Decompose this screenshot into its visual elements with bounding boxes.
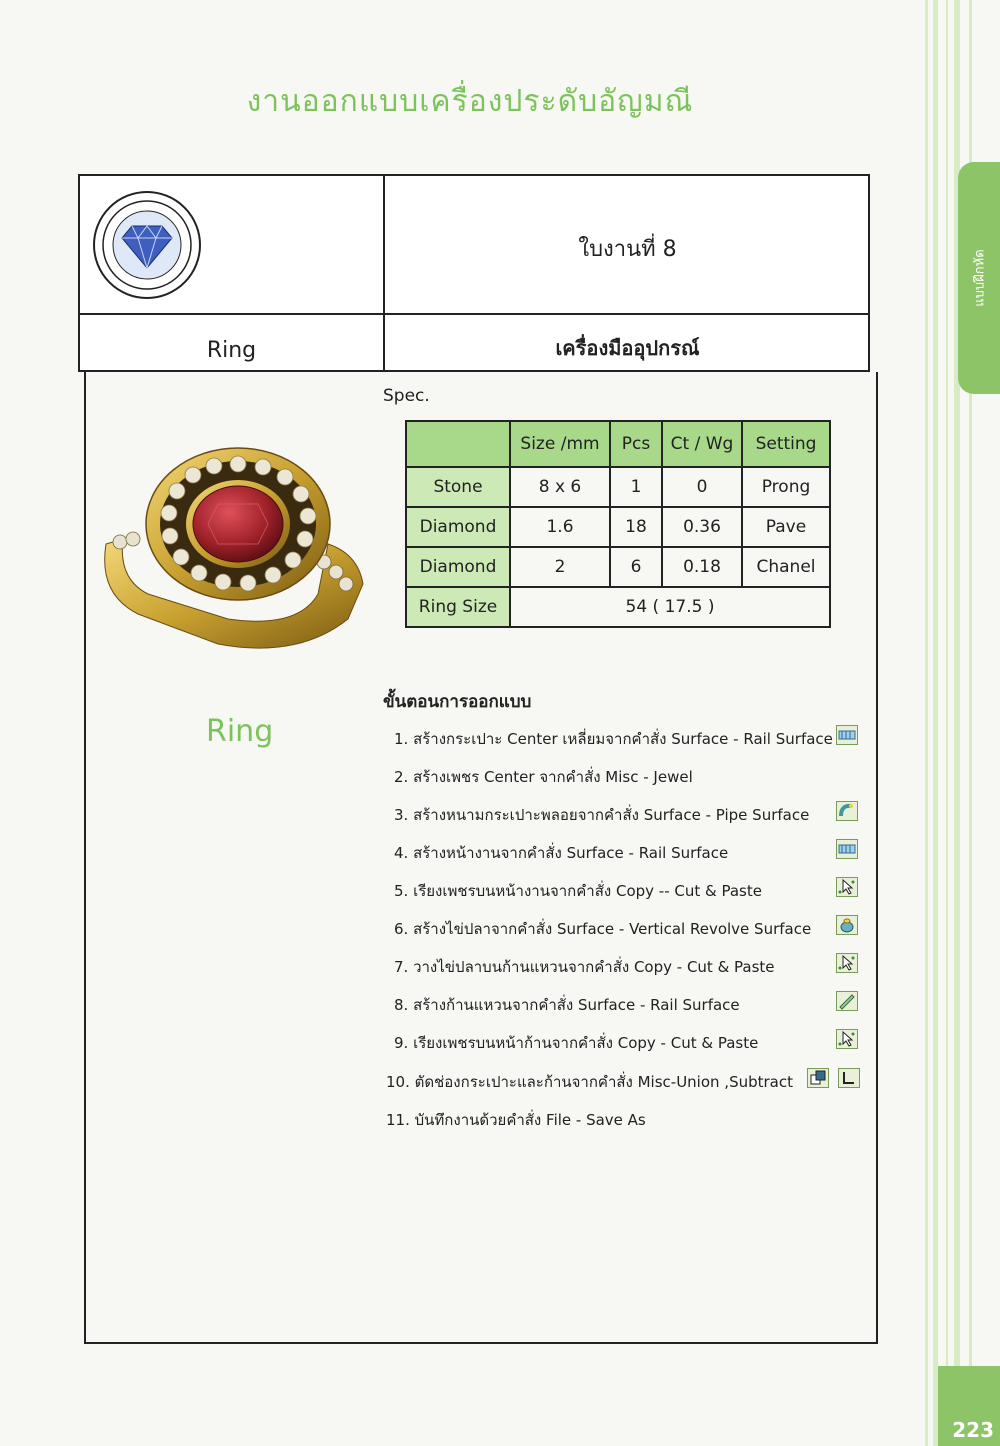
union-icon[interactable] [807, 1068, 829, 1088]
ring-size-row [406, 587, 830, 627]
spec-table [405, 420, 831, 628]
ring-caption: Ring [206, 714, 274, 749]
table-cell: 6 [610, 547, 662, 587]
table-row [406, 547, 830, 587]
table-cell: Chanel [742, 547, 830, 587]
spec-header: Ct / Wg [662, 421, 742, 467]
ring-size-value: 54 ( 17.5 ) [510, 587, 830, 627]
step-item: 10. ตัดช่องกระเปาะและก้านจากคำสั่ง Misc-Union ,Subtract [386, 1073, 793, 1091]
table-cell: 0.36 [662, 507, 742, 547]
ring-image [98, 444, 368, 662]
subtract-icon[interactable] [838, 1068, 860, 1088]
step-item: 6. สร้างไข่ปลาจากคำสั่ง Surface - Vertical Revolve Surface [394, 920, 812, 938]
item-label: Ring [206, 338, 257, 363]
step-item: 11. บันทึกงานด้วยคำสั่ง File - Save As [386, 1111, 646, 1129]
cut-paste-icon[interactable] [836, 877, 858, 897]
page-header: งานออกแบบเครื่องประดับอัญมณี [246, 84, 694, 119]
cut-paste-icon[interactable] [836, 953, 858, 973]
spec-header: Setting [742, 421, 830, 467]
table-cell: 0 [662, 467, 742, 507]
table-cell: 1.6 [510, 507, 610, 547]
ring-size-label: Ring Size [406, 587, 510, 627]
institute-logo [92, 190, 202, 300]
side-tab[interactable] [958, 162, 1000, 394]
spec-label: Spec. [383, 386, 430, 406]
spec-header [406, 421, 510, 467]
tools-label: เครื่องมืออุปกรณ์ [555, 336, 700, 360]
step-item: 8. สร้างก้านแหวนจากคำสั่ง Surface - Rail Surface [394, 996, 740, 1014]
table-cell: Stone [406, 467, 510, 507]
step-item: 7. วางไข่ปลาบนก้านแหวนจากคำสั่ง Copy - Cut & Paste [394, 958, 775, 976]
table-cell: 2 [510, 547, 610, 587]
pipe-surface-icon[interactable] [836, 801, 858, 821]
table-cell: 18 [610, 507, 662, 547]
table-cell: Pave [742, 507, 830, 547]
step-item: 1. สร้างกระเปาะ Center เหลี่ยมจากคำสั่ง Surface - Rail Surface [394, 730, 833, 748]
steps-heading: ขั้นตอนการออกแบบ [383, 692, 532, 712]
cut-paste-icon[interactable] [836, 1029, 858, 1049]
worksheet-header [78, 174, 870, 372]
step-item: 5. เรียงเพชรบนหน้างานจากคำสั่ง Copy -- Cut & Paste [394, 882, 762, 900]
rail-surface-icon[interactable] [836, 839, 858, 859]
table-cell: 1 [610, 467, 662, 507]
step-item: 2. สร้างเพชร Center จากคำสั่ง Misc - Jewel [394, 768, 693, 786]
worksheet-title: ใบงานที่ 8 [578, 237, 677, 262]
revolve-surface-icon[interactable] [836, 915, 858, 935]
spec-header: Pcs [610, 421, 662, 467]
table-cell: Diamond [406, 507, 510, 547]
spec-header: Size /mm [510, 421, 610, 467]
side-tab-label: แบบฝึกหัด [972, 249, 988, 307]
page-number-box [938, 1366, 1000, 1446]
table-row [406, 507, 830, 547]
table-cell: 0.18 [662, 547, 742, 587]
step-item: 3. สร้างหนามกระเปาะพลอยจากคำสั่ง Surface - Pipe Surface [394, 806, 810, 824]
step-item: 4. สร้างหน้างานจากคำสั่ง Surface - Rail Surface [394, 844, 729, 862]
table-cell: Diamond [406, 547, 510, 587]
rail-surface-icon[interactable] [836, 725, 858, 745]
table-row [406, 467, 830, 507]
table-cell: Prong [742, 467, 830, 507]
rail-surface-icon[interactable] [836, 991, 858, 1011]
spec-header-row [406, 421, 830, 467]
step-item: 9. เรียงเพชรบนหน้าก้านจากคำสั่ง Copy - Cut & Paste [394, 1034, 759, 1052]
page-number: 223 [952, 1418, 994, 1442]
table-cell: 8 x 6 [510, 467, 610, 507]
